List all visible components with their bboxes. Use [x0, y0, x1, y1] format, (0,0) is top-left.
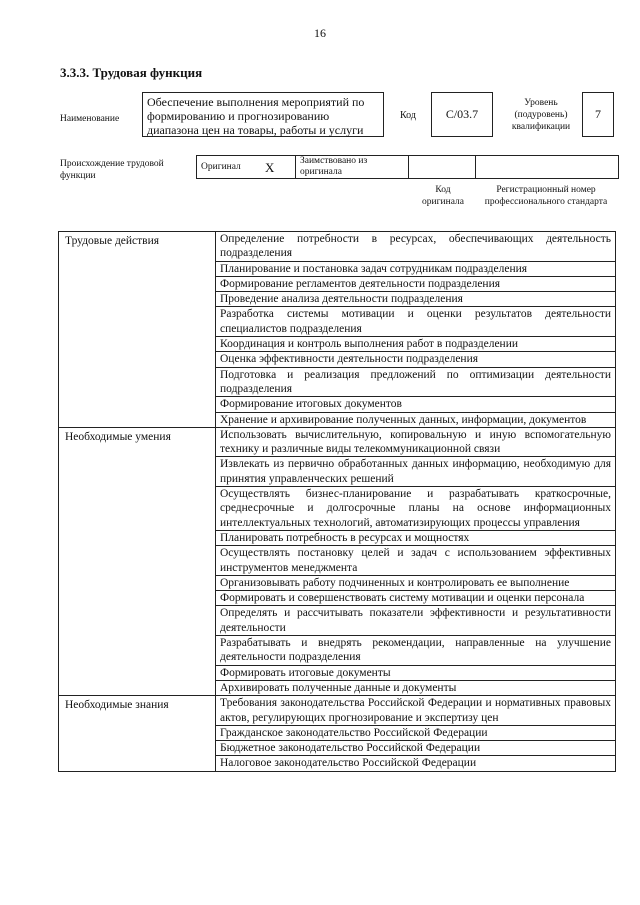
list-item: Подготовка и реализация предложений по оптимизации деятельности подразделения — [216, 368, 615, 398]
section-title: 3.3.3. Трудовая функция — [60, 65, 203, 80]
borrowed-label: Заимствовано из оригинала — [296, 156, 409, 179]
list-item: Определение потребности в ресурсах, обеспечивающих деятельность подразделения — [216, 232, 615, 262]
code-field: С/03.7 — [431, 92, 493, 137]
list-item: Формировать и совершенствовать систему мотивации и оценки персонала — [216, 591, 615, 606]
list-item: Использовать вычислительную, копировальную и иную вспомогательную технику и различные виды телекоммуникационной связи — [216, 428, 615, 458]
original-code-label: Код оригинала — [422, 185, 464, 207]
section-row — [59, 696, 616, 771]
list-item: Осуществлять постановку целей и задач с использованием эффективных инструментов менеджмента — [216, 546, 615, 576]
function-name-field: Обеспечение выполнения мероприятий по формированию и прогнозированию диапазона цен на товары, работы и услуги — [142, 92, 384, 137]
list-item: Организовывать работу подчиненных и контролировать ее выполнение — [216, 576, 615, 591]
section-row — [59, 232, 616, 428]
list-item: Координация и контроль выполнения работ в подразделении — [216, 337, 615, 352]
list-item: Формирование итоговых документов — [216, 397, 615, 412]
list-item: Гражданское законодательство Российской Федерации — [216, 726, 615, 741]
page-number: 16 — [314, 26, 326, 40]
list-item: Разрабатывать и внедрять рекомендации, направленные на улучшение деятельности подразделения — [216, 636, 615, 666]
origin-label: Происхождение трудовой функции — [60, 159, 164, 181]
origin-table — [196, 155, 619, 179]
original-mark: Х — [261, 156, 296, 179]
list-item: Архивировать полученные данные и документы — [220, 681, 457, 694]
function-table — [58, 231, 616, 772]
list-item: Требования законодательства Российской Федерации и нормативных правовых актов, регулирующих прогнозирование и экспертизу цен — [216, 696, 615, 726]
section-title-cell: Необходимые умения — [59, 427, 216, 695]
list-item: Планировать потребность в ресурсах и мощностях — [216, 531, 615, 546]
original-code-cell — [409, 156, 476, 179]
list-item: Хранение и архивирование полученных данных, информации, документов — [220, 413, 587, 426]
code-label: Код — [400, 110, 416, 121]
section-row — [59, 427, 616, 695]
list-item: Планирование и постановка задач сотрудникам подразделения — [216, 262, 615, 277]
section-items-cell — [216, 427, 616, 695]
section-title-cell: Трудовые действия — [59, 232, 216, 428]
list-item: Бюджетное законодательство Российской Федерации — [216, 741, 615, 756]
name-label: Наименование — [60, 114, 120, 124]
section-items-cell — [216, 232, 616, 428]
list-item: Осуществлять бизнес-планирование и разрабатывать краткосрочные, среднесрочные и долгосрочные планы на основе информационных интеллектуальных технологий, автоматизирующих процессы управления — [216, 487, 615, 531]
list-item: Формировать итоговые документы — [216, 666, 615, 681]
list-item: Налоговое законодательство Российской Федерации — [220, 757, 477, 770]
list-item: Извлекать из первично обработанных данных информацию, необходимую для принятия управленческих решений — [216, 457, 615, 487]
list-item: Оценка эффективности деятельности подразделения — [216, 352, 615, 367]
original-label: Оригинал — [197, 156, 262, 179]
list-item: Определять и рассчитывать показатели эффективности и результативности деятельности — [216, 606, 615, 636]
list-item: Разработка системы мотивации и оценки результатов деятельности специалистов подразделения — [216, 307, 615, 337]
level-field: 7 — [582, 92, 614, 137]
list-item: Формирование регламентов деятельности подразделения — [216, 277, 615, 292]
reg-number-cell — [476, 156, 619, 179]
section-title-cell: Необходимые знания — [59, 696, 216, 771]
level-label: Уровень (подуровень) квалификации — [511, 98, 571, 132]
list-item: Проведение анализа деятельности подразделения — [216, 292, 615, 307]
reg-number-label: Регистрационный номер профессионального стандарта — [484, 185, 608, 207]
section-items-cell — [216, 696, 616, 771]
